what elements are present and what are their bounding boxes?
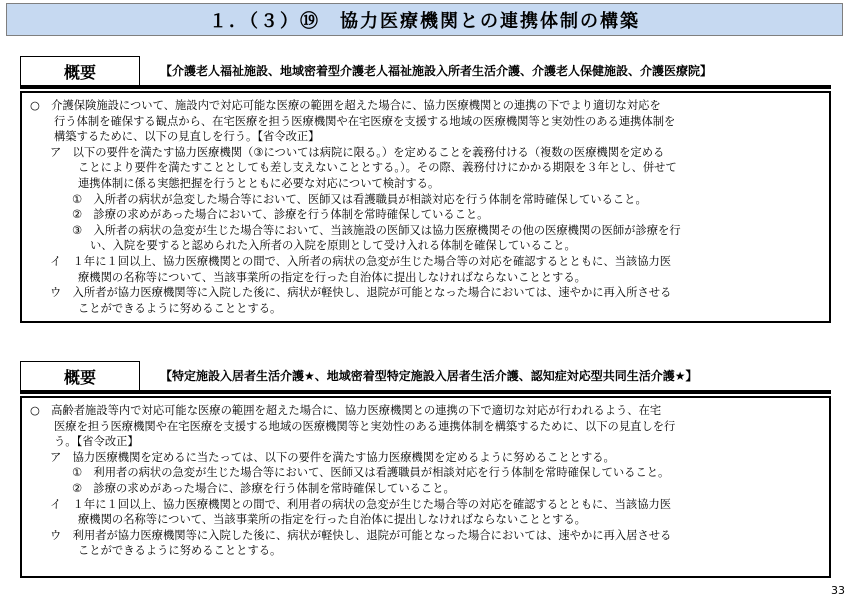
divider — [20, 390, 831, 394]
content-line: ア 協力医療機関を定めるに当たっては、以下の要件を満たす協力医療機関を定めるように努めることとする。 — [50, 450, 615, 464]
content-line: ○ 介護保険施設について、施設内で対応可能な医療の範囲を超えた場合に、協力医療機関との連携の下でより適切な対応を — [30, 99, 661, 112]
content-line: イ １年に１回以上、協力医療機関との間で、利用者の病状の急変が生じた場合等の対応を確認するとともに、当該協力医 — [50, 497, 672, 511]
content-line: ① 入所者の病状が急変した場合等において、医師又は看護職員が相談対応を行う体制を常時確保していること。 — [72, 192, 647, 206]
target-services: 【特定施設入居者生活介護★、地域密着型特定施設入居者生活介護、認知症対応型共同生活介護★】 — [160, 369, 698, 383]
overview-label: 概要 — [20, 56, 140, 86]
content-line: 療機関の名称等について、当該事業所の指定を行った自治体に提出しなければならないこととする。 — [78, 270, 586, 284]
content-line: ② 診療の求めがあった場合に、診療を行う体制を常時確保していること。 — [72, 481, 455, 495]
content-line: ② 診療の求めがあった場合において、診療を行う体制を常時確保していること。 — [72, 208, 489, 222]
content-line: 連携体制に係る実態把握を行うとともに必要な対応について検討する。 — [78, 176, 440, 190]
content-line: 療機関の名称等について、当該事業所の指定を行った自治体に提出しなければならないこととする。 — [78, 513, 586, 527]
overview-content — [20, 396, 831, 578]
content-line: ウ 利用者が協力医療機関等に入院した後に、病状が軽快し、退院が可能となった場合においては、速やかに再入居させる — [50, 528, 672, 542]
page-title: １．（３）⑲ 協力医療機関との連携体制の構築 — [6, 3, 843, 36]
content-line: イ １年に１回以上、協力医療機関との間で、入所者の病状の急変が生じた場合等の対応を確認するとともに、当該協力医 — [50, 254, 672, 268]
content-line: ウ 入所者が協力医療機関等に入院した後に、病状が軽快し、退院が可能となった場合においては、速やかに再入所させる — [50, 286, 672, 300]
content-line: 行う体制を確保する観点から、在宅医療を担う医療機関や在宅医療を支援する地域の医療機関等と実効性のある連携体制を — [54, 114, 676, 128]
content-line: ことにより要件を満たすこととしても差し支えないこととする。）。その際、義務付けにかかる期限を３年とし、併せて — [78, 161, 677, 175]
content-line: ③ 入所者の病状の急変が生じた場合等において、当該施設の医師又は協力医療機関その他の医療機関の医師が診療を行 — [72, 223, 681, 237]
content-line: ○ 高齢者施設等内で対応可能な医療の範囲を超えた場合に、協力医療機関との連携の下で適切な対応が行われるよう、在宅 — [30, 404, 662, 417]
overview-label: 概要 — [20, 361, 140, 391]
content-line: ことができるように努めることとする。 — [78, 544, 282, 558]
content-line: う。【省令改正】 — [54, 435, 139, 449]
content-line: い、入院を要すると認められた入所者の入院を原則として受け入れる体制を確保していること。 — [90, 239, 576, 253]
content-line: ① 利用者の病状の急変が生じた場合等において、医師又は看護職員が相談対応を行う体制を常時確保していること。 — [72, 466, 670, 480]
page-number: 33 — [831, 584, 845, 597]
content-line: ア 以下の要件を満たす協力医療機関（③については病院に限る。）を定めることを義務付ける（複数の医療機関を定める — [50, 145, 665, 159]
content-line: ことができるように努めることとする。 — [78, 301, 282, 315]
content-line: 構築するために、以下の見直しを行う。【省令改正】 — [54, 130, 320, 144]
target-services: 【介護老人福祉施設、地域密着型介護老人福祉施設入所者生活介護、介護老人保健施設、介護医療院】 — [160, 64, 713, 78]
content-line: 医療を担う医療機関や在宅医療を支援する地域の医療機関等と実効性のある連携体制を構築するために、以下の見直しを行 — [54, 419, 676, 433]
divider — [20, 85, 831, 89]
overview-content — [20, 91, 831, 323]
